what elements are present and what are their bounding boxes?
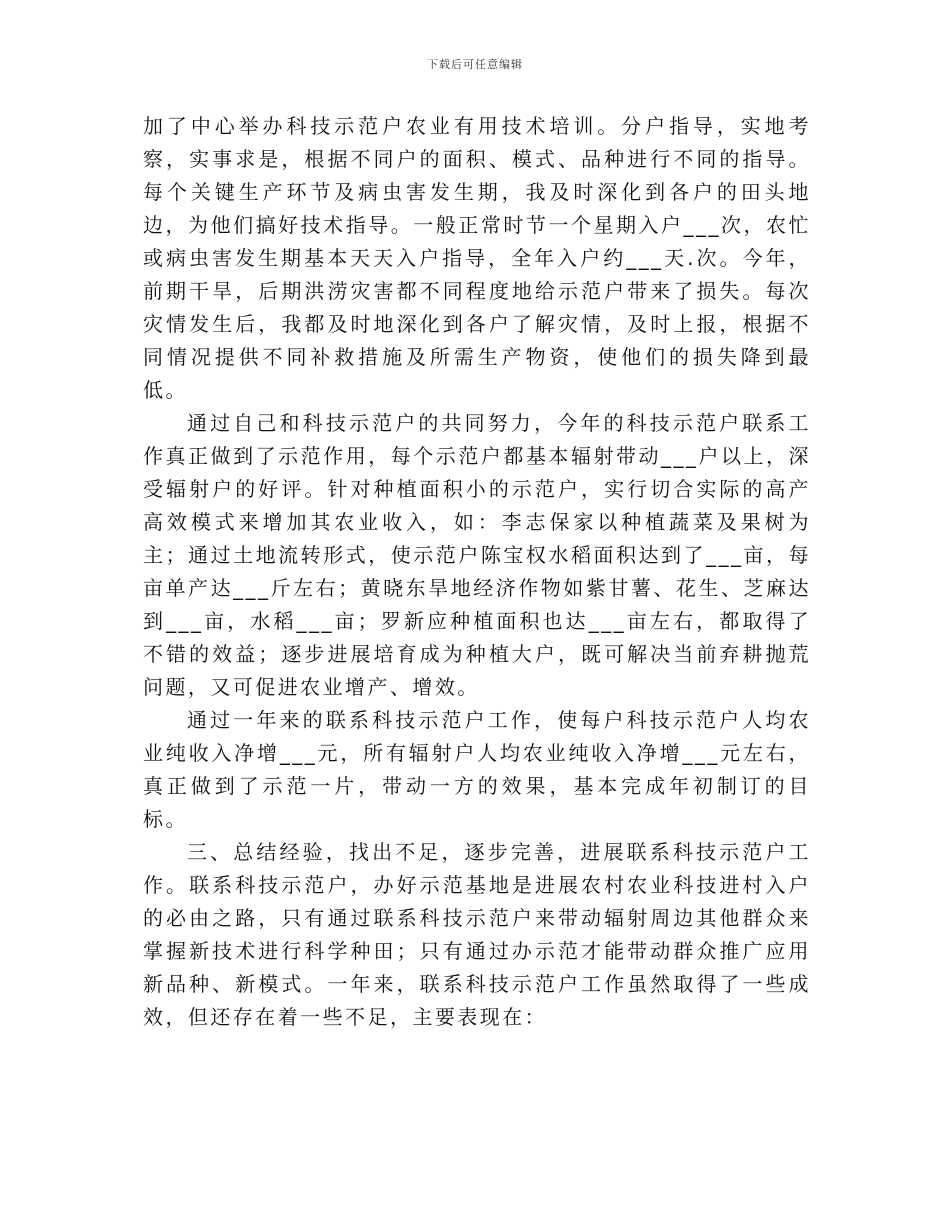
paragraph-income: 通过一年来的联系科技示范户工作，使每户科技示范户人均农业纯收入净增___元，所有辐射户人均农业纯收入净增___元左右，真正做到了示范一片，带动一方的效果，基本完成年初制订的目标。 <box>143 708 811 831</box>
paragraph-continued: 加了中心举办科技示范户农业有用技术培训。分户指导，实地考察，实事求是，根据不同户的面积、模式、品种进行不同的指导。每个关键生产环节及病虫害发生期，我及时深化到各户的田头地边，为他们搞好技术指导。一般正常时节一个星期入户___次，农忙或病虫害发生期基本天天入户指导，全年入户约___天.次。今年，前期干旱，后期洪涝灾害都不同程度地给示范户带来了损失。每次灾情发生后，我都及时地深化到各户了解灾情，及时上报，根据不同情况提供不同补救措施及所需生产物资，使他们的损失降到最低。 <box>143 114 811 402</box>
paragraph-results: 通过自己和科技示范户的共同努力，今年的科技示范户联系工作真正做到了示范作用，每个示范户都基本辐射带动___户以上，深受辐射户的好评。针对种植面积小的示范户，实行切合实际的高产高效模式来增加其农业收入，如：李志保家以种植蔬菜及果树为主；通过土地流转形式，使示范户陈宝权水稻面积达到了___亩，每亩单产达___斤左右；黄晓东旱地经济作物如紫甘薯、花生、芝麻达到___亩，水稻___亩；罗新应种植面积也达___亩左右，都取得了不错的效益；逐步进展培育成为种植大户，既可解决当前弃耕抛荒问题，又可促进农业增产、增效。 <box>143 411 811 699</box>
paragraph-summary: 三、总结经验，找出不足，逐步完善，进展联系科技示范户工作。联系科技示范户，办好示范基地是进展农村农业科技进村入户的必由之路，只有通过联系科技示范户来带动辐射周边其他群众来掌握新技术进行科学种田；只有通过办示范才能带动群众推广应用新品种、新模式。一年来，联系科技示范户工作虽然取得了一些成效，但还存在着一些不足，主要表现在： <box>143 840 811 1029</box>
header-note: 下载后可任意编辑 <box>427 58 523 71</box>
document-body <box>143 110 811 1034</box>
